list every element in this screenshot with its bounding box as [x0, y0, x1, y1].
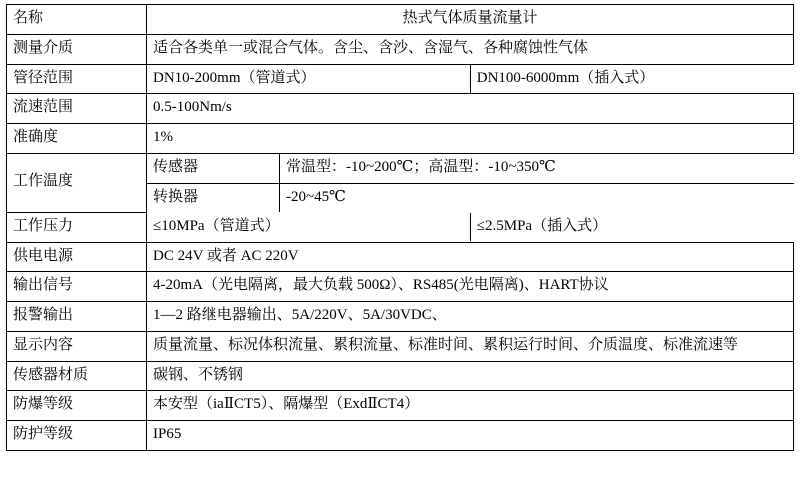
table-row: [7, 64, 794, 94]
row-value: 4-20mA（光电隔离，最大负载 500Ω）、RS485(光电隔离)、HART协议: [147, 272, 794, 302]
row-value: 适合各类单一或混合气体。含尘、含沙、含湿气、各种腐蚀性气体: [147, 34, 794, 64]
row-value: 1—2 路继电器输出、5A/220V、5A/30VDC、: [147, 302, 794, 332]
table-row: [7, 94, 794, 124]
row-value: IP65: [147, 421, 794, 451]
row-value-split: [147, 64, 794, 94]
row-value-right: ≤2.5MPa（插入式）: [476, 217, 608, 234]
row-value: 热式气体质量流量计: [147, 5, 794, 35]
row-value-right: DN100-6000mm（插入式）: [476, 69, 655, 86]
row-value-left: DN10-200mm（管道式）: [147, 65, 470, 94]
row-label: 防爆等级: [7, 391, 147, 421]
specification-table-body: [7, 5, 794, 451]
row-label: 供电电源: [7, 242, 147, 272]
table-row: [7, 153, 794, 212]
row-value: 0.5-100Nm/s: [147, 94, 794, 124]
specification-table: [6, 4, 794, 451]
row-label: 管径范围: [7, 64, 147, 94]
row-value-subrows: [147, 153, 794, 212]
table-row: [7, 242, 794, 272]
row-label: 传感器材质: [7, 361, 147, 391]
subrow-value: 常温型：-10~200℃；高温型：-10~350℃: [280, 154, 794, 183]
row-value-left: ≤10MPa（管道式）: [147, 213, 470, 242]
subrow-value: -20~45℃: [286, 188, 346, 205]
table-row: [7, 5, 794, 35]
table-row: [7, 34, 794, 64]
row-value: 质量流量、标况体积流量、累积流量、标准时间、累积运行时间、介质温度、标准流速等: [147, 331, 794, 361]
row-label: 输出信号: [7, 272, 147, 302]
table-row: [7, 272, 794, 302]
row-label: 报警输出: [7, 302, 147, 332]
row-value: DC 24V 或者 AC 220V: [147, 242, 794, 272]
table-row: [7, 421, 794, 451]
subrow-label: 传感器: [147, 154, 280, 183]
row-label: 准确度: [7, 124, 147, 154]
row-label: 工作压力: [7, 212, 147, 242]
table-row: [7, 124, 794, 154]
row-label: 测量介质: [7, 34, 147, 64]
row-value-split: [147, 212, 794, 242]
row-label: 名称: [7, 5, 147, 35]
subrow-label: 转换器: [147, 183, 280, 212]
row-value: 碳钢、不锈钢: [147, 361, 794, 391]
row-value: 1%: [147, 124, 794, 154]
row-value: 本安型（iaⅡCT5）、隔爆型（ExdⅡCT4）: [147, 391, 794, 421]
row-label: 显示内容: [7, 331, 147, 361]
row-label: 工作温度: [7, 153, 147, 212]
row-label: 防护等级: [7, 421, 147, 451]
table-row: [7, 391, 794, 421]
table-row: [7, 331, 794, 361]
row-label: 流速范围: [7, 94, 147, 124]
table-row: [7, 361, 794, 391]
table-row: [7, 212, 794, 242]
table-row: [7, 302, 794, 332]
